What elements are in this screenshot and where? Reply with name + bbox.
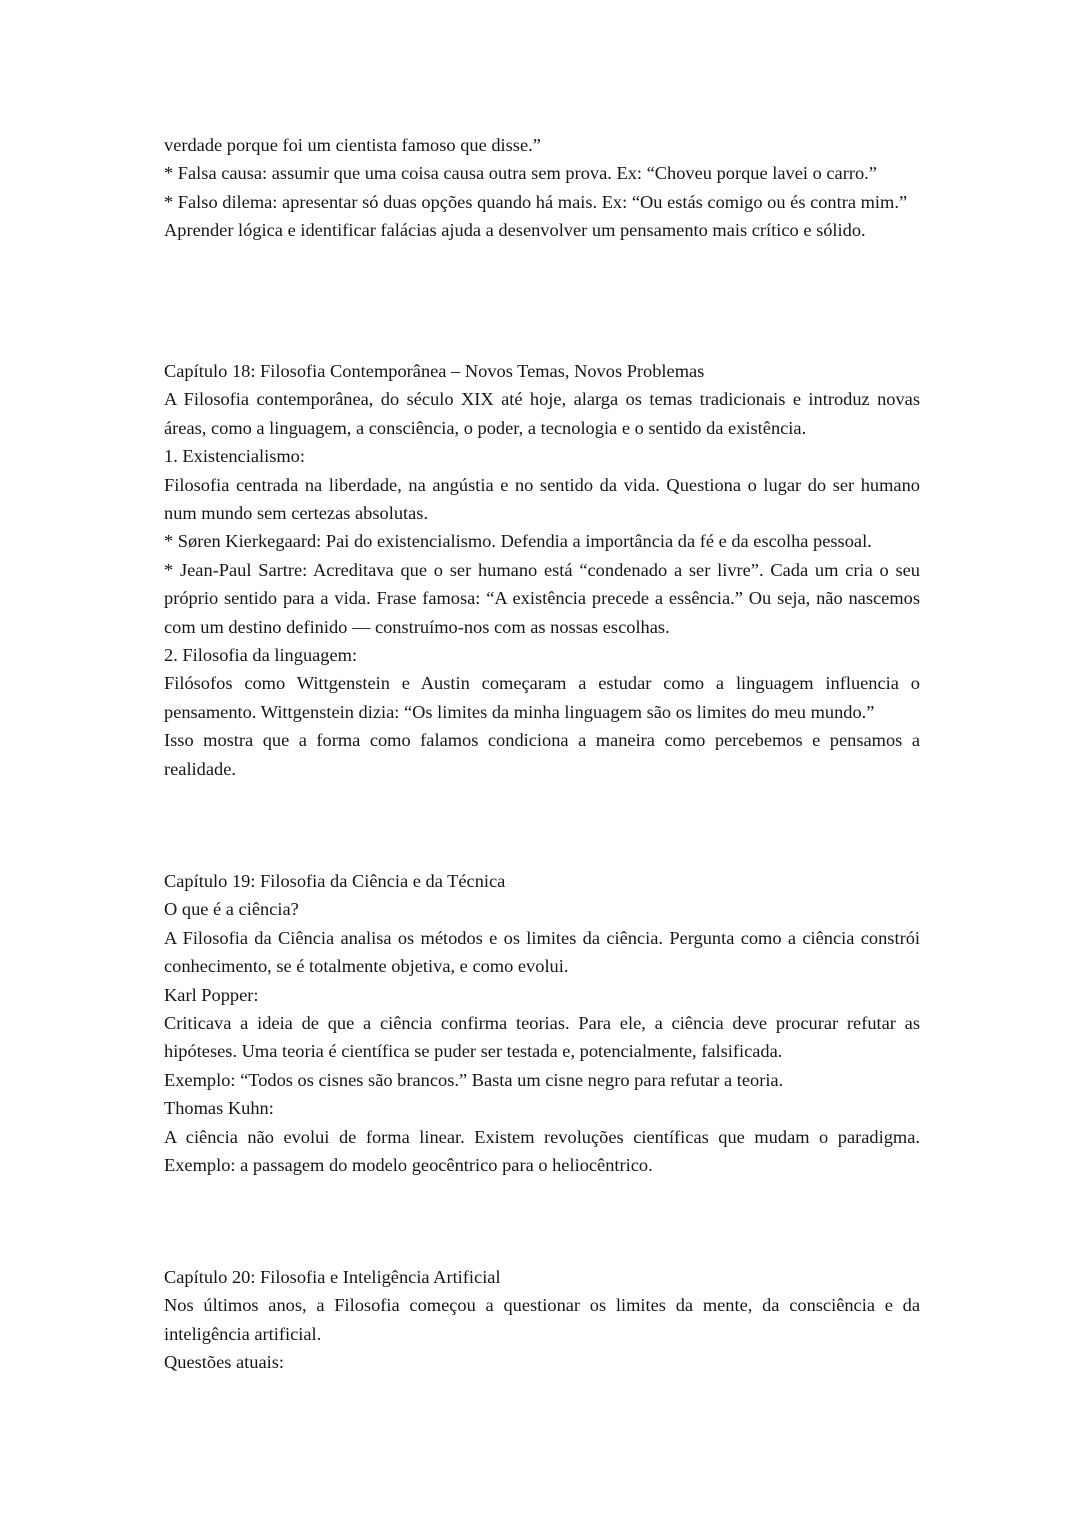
paragraph: Filósofos como Wittgenstein e Austin começaram a estudar como a linguagem influencia o pensamento. Wittgenstein dizia: “Os limites da minha linguagem são os limites do meu mundo.” (164, 673, 920, 722)
chapter-heading: Capítulo 20: Filosofia e Inteligência Artificial (164, 1267, 501, 1287)
fallacies-continuation-section (164, 131, 920, 245)
paragraph: Isso mostra que a forma como falamos condiciona a maneira como percebemos e pensamos a realidade. (164, 730, 920, 779)
paragraph: Criticava a ideia de que a ciência confirma teorias. Para ele, a ciência deve procurar refutar as hipóteses. Uma teoria é científica se puder ser testada e, potencialmente, falsificada. (164, 1013, 920, 1062)
chapter-18-section (164, 357, 920, 783)
subsection-heading: Thomas Kuhn: (164, 1098, 274, 1119)
chapter-heading: Capítulo 18: Filosofia Contemporânea – Novos Temas, Novos Problemas (164, 361, 705, 381)
list-item-false-dilemma: * Falso dilema: apresentar só duas opções quando há mais. Ex: “Ou estás comigo ou és contra mim.” (164, 191, 908, 212)
paragraph: A Filosofia da Ciência analisa os métodos e os limites da ciência. Pergunta como a ciência constrói conhecimento, se é totalmente objetiva, e como evolui. (164, 927, 920, 977)
list-item-false-cause: * Falsa causa: assumir que uma coisa causa outra sem prova. Ex: “Choveu porque lavei o carro.” (164, 163, 877, 184)
paragraph: A Filosofia contemporânea, do século XIX até hoje, alarga os temas tradicionais e introduz novas áreas, como a linguagem, a consciência, o poder, a tecnologia e o sentido da existência. (164, 389, 920, 438)
paragraph: Exemplo: “Todos os cisnes são brancos.” Basta um cisne negro para refutar a teoria. (164, 1069, 784, 1090)
paragraph: Nos últimos anos, a Filosofia começou a questionar os limites da mente, da consciência e da inteligência artificial. (164, 1295, 920, 1344)
subsection-heading: Karl Popper: (164, 984, 259, 1005)
list-item-sartre: * Jean-Paul Sartre: Acreditava que o ser humano está “condenado a ser livre”. Cada um cria o seu próprio sentido para a vida. Frase famosa: “A existência precede a essência.” Ou seja, não nascemos com um destino definido — construímo-nos com as nossas escolhas. (164, 559, 920, 637)
paragraph: Questões atuais: (164, 1352, 285, 1373)
chapter-20-section (164, 1263, 920, 1377)
chapter-heading: Capítulo 19: Filosofia da Ciência e da Técnica (164, 871, 506, 891)
subsection-heading: 2. Filosofia da linguagem: (164, 645, 358, 666)
paragraph: A ciência não evolui de forma linear. Existem revoluções científicas que mudam o paradigma. Exemplo: a passagem do modelo geocêntrico para o heliocêntrico. (164, 1126, 920, 1176)
paragraph: O que é a ciência? (164, 899, 299, 920)
chapter-19-section (164, 867, 920, 1179)
paragraph: verdade porque foi um cientista famoso que disse.” (164, 135, 541, 155)
list-item-kierkegaard: * Søren Kierkegaard: Pai do existencialismo. Defendia a importância da fé e da escolha pessoal. (164, 531, 872, 552)
subsection-heading: 1. Existencialismo: (164, 446, 305, 467)
paragraph: Filosofia centrada na liberdade, na angústia e no sentido da vida. Questiona o lugar do ser humano num mundo sem certezas absolutas. (164, 474, 920, 524)
paragraph: Aprender lógica e identificar falácias ajuda a desenvolver um pensamento mais crítico e sólido. (164, 220, 866, 241)
